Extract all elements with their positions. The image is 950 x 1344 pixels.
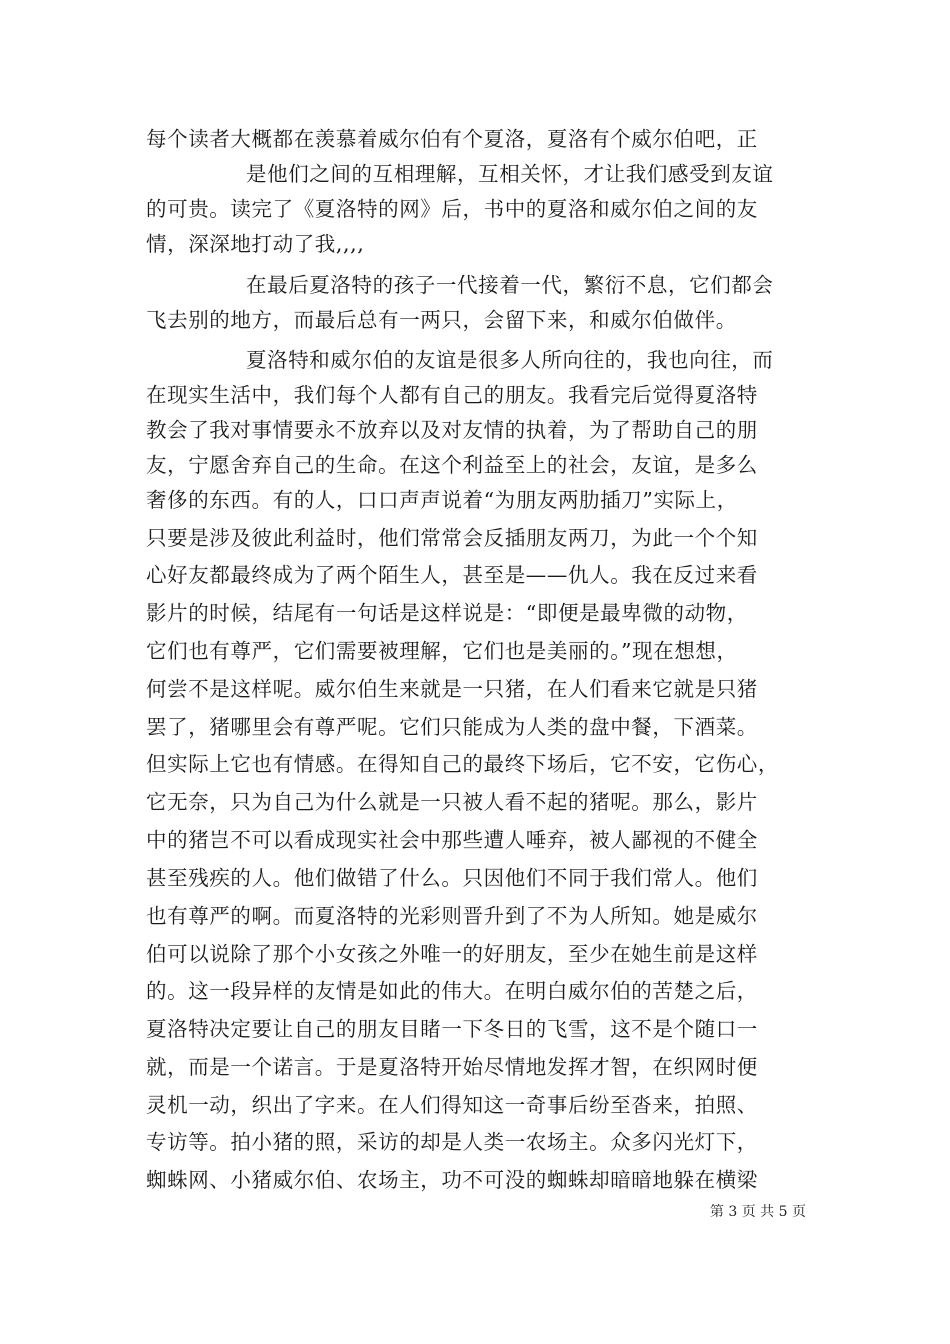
text-line: 教会了我对事情要永不放弃以及对友情的执着，为了帮助自己的朋: [146, 418, 758, 442]
text-line: 罢了，猪哪里会有尊严呢。它们只能成为人类的盘中餐，下酒菜。: [146, 715, 758, 739]
text-line: 的可贵。读完了《夏洛特的网》后，书中的夏洛和威尔伯之间的友: [146, 197, 758, 221]
text-line: 影片的时候，结尾有一句话是这样说是：“即便是最卑微的动物，: [146, 601, 748, 625]
page-number: 第 3 页 共 5 页: [709, 1204, 806, 1220]
text-line: 伯可以说除了那个小女孩之外唯一的好朋友，至少在她生前是这样: [146, 942, 758, 966]
text-line: 何尝不是这样呢。威尔伯生来就是一只猪，在人们看来它就是只猪: [146, 677, 758, 701]
text-line: 就，而是一个诺言。于是夏洛特开始尽情地发挥才智，在织网时便: [146, 1055, 758, 1079]
text-line: 只要是涉及彼此利益时，他们常常会反插朋友两刀，为此一个个知: [146, 526, 758, 550]
text-line: 但实际上它也有情感。在得知自己的最终下场后，它不安，它伤心，: [146, 752, 779, 776]
text-line: 夏洛特和威尔伯的友谊是很多人所向往的，我也向往，而: [246, 348, 774, 372]
text-line: 飞去别的地方，而最后总有一两只，会留下来，和威尔伯做伴。: [146, 308, 737, 332]
text-line: 蜘蛛网、小猪威尔伯、农场主，功不可没的蜘蛛却暗暗地躲在横梁: [146, 1168, 758, 1192]
text-line: 也有尊严的啊。而夏洛特的光彩则晋升到了不为人所知。她是威尔: [146, 904, 758, 928]
text-line: 夏洛特决定要让自己的朋友目睹一下冬日的飞雪，这不是个随口一: [146, 1017, 758, 1041]
text-line: 的。这一段异样的友情是如此的伟大。在明白威尔伯的苦楚之后，: [146, 979, 758, 1003]
text-line: 它无奈，只为自己为什么就是一只被人看不起的猪呢。那么，影片: [146, 790, 758, 814]
text-line: 在最后夏洛特的孩子一代接着一代，繁衍不息，它们都会: [246, 273, 774, 297]
text-line: 中的猪岂不可以看成现实社会中那些遭人唾弃，被人鄙视的不健全: [146, 828, 758, 852]
text-line: 它们也有尊严，它们需要被理解，它们也是美丽的。”现在想想，: [146, 639, 738, 663]
text-line: 在现实生活中，我们每个人都有自己的朋友。我看完后觉得夏洛特: [146, 383, 758, 407]
text-line: 甚至残疾的人。他们做错了什么。只因他们不同于我们常人。他们: [146, 866, 758, 890]
text-line: 奢侈的东西。有的人，口口声声说着“为朋友两肋插刀”实际上，: [146, 488, 738, 512]
text-line: 心好友都最终成为了两个陌生人，甚至是——仇人。我在反过来看: [146, 563, 758, 587]
text-line: 灵机一动，织出了字来。在人们得知这一奇事后纷至沓来，拍照、: [146, 1093, 758, 1117]
text-line: 是他们之间的互相理解，互相关怀，才让我们感受到友谊: [246, 162, 774, 186]
text-line: 情，深深地打动了我,,,,: [146, 232, 365, 256]
text-line: 每个读者大概都在羡慕着威尔伯有个夏洛，夏洛有个威尔伯吧，正: [146, 127, 758, 151]
text-line: 友，宁愿舍弃自己的生命。在这个利益至上的社会，友谊，是多么: [146, 453, 758, 477]
text-line: 专访等。拍小猪的照，采访的却是人类一农场主。众多闪光灯下，: [146, 1130, 758, 1154]
